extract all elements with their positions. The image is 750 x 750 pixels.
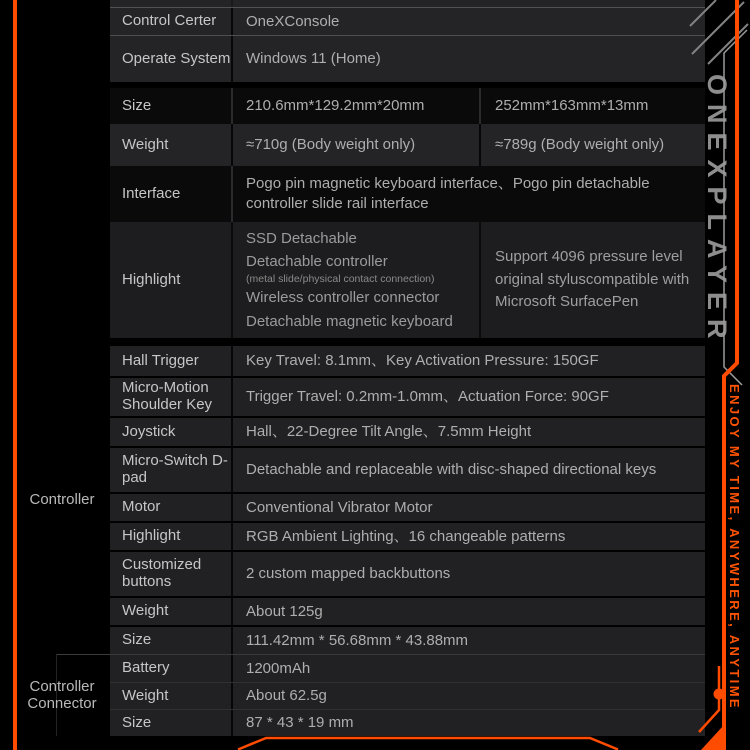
banner-trapezoid-outline (238, 738, 618, 750)
spec-value-2: Support 4096 pressure level original styluscompatible with Microsoft SurfacePen (495, 248, 690, 311)
spec-value-2: 252mm*163mm*13mm (495, 97, 649, 115)
spec-row-hall-trigger (110, 346, 705, 376)
spec-value: Pogo pin magnetic keyboard interface、Pogo pin detachable controller slide rail interface (246, 175, 650, 212)
spec-label: Interface (110, 166, 233, 222)
spec-row-highlight-2 (110, 521, 705, 550)
spec-row-highlight (110, 222, 705, 338)
spec-row-size-2 (110, 625, 705, 654)
spec-label: Joystick (110, 418, 233, 446)
controller-section-label: Controller (29, 491, 95, 509)
spec-value: About 125g (246, 602, 323, 620)
spec-label: Highlight (110, 523, 233, 550)
spec-row-shoulder-key (110, 376, 705, 416)
spec-value: About 62.5g (246, 687, 327, 705)
spec-label: Operate System (110, 36, 233, 82)
spec-value: Trigger Travel: 0.2mm-1.0mm、Actuation Force: 90GF (246, 388, 609, 406)
spec-label: Size (110, 710, 233, 736)
highlight-feature-list (233, 222, 481, 338)
spec-row-operate-system (110, 36, 705, 82)
spec-row-motor (110, 492, 705, 521)
spec-label: Battery (110, 655, 233, 682)
spec-row-control-center (110, 8, 705, 36)
spec-value-2: ≈789g (Body weight only) (495, 136, 665, 154)
spec-label: Micro-Switch D-pad (110, 448, 233, 492)
spec-row-custom-buttons (110, 550, 705, 596)
spec-row-weight (110, 124, 705, 166)
spec-value: Windows 11 (Home) (246, 50, 381, 68)
spec-value: RGB Ambient Lighting、16 changeable patterns (246, 527, 566, 545)
spec-table (110, 0, 705, 736)
spec-value: 111.42mm * 56.68mm * 43.88mm (246, 631, 469, 649)
spec-row-dpad (110, 446, 705, 492)
highlight-note: (metal slide/physical contact connection) (246, 272, 435, 285)
spec-label: Hall Trigger (110, 346, 233, 376)
spec-label: Weight (110, 683, 233, 709)
spec-row-size-3 (110, 709, 705, 736)
spec-row-joystick (110, 416, 705, 446)
spec-value-1: 210.6mm*129.2mm*20mm (233, 88, 481, 124)
spec-value: Conventional Vibrator Motor (246, 498, 433, 516)
spec-label: Motor (110, 494, 233, 521)
controller-connector-section-label: Controller Connector (27, 677, 97, 712)
spec-label: Weight (110, 124, 233, 166)
highlight-line: Wireless controller connector (246, 288, 440, 306)
spec-value: Key Travel: 8.1mm、Key Activation Pressure: 150GF (246, 352, 599, 370)
spec-label: Customized buttons (110, 552, 233, 596)
bottom-banner-decor (0, 736, 750, 750)
spec-value: Detachable and replaceable with disc-shaped directional keys (246, 461, 657, 479)
highlight-line: Detachable magnetic keyboard (246, 312, 453, 330)
slogan-vertical-text: ENJOY MY TIME, ANYWHERE, ANYTIME (727, 384, 742, 710)
spec-label: Micro-Motion Shoulder Key (110, 378, 233, 416)
spec-label: Control Certer (110, 8, 233, 35)
spec-value: 87 * 43 * 19 mm (246, 714, 354, 732)
spec-value: Hall、22-Degree Tilt Angle、7.5mm Height (246, 423, 532, 441)
spec-row-battery (110, 654, 705, 682)
spec-row-weight-2 (110, 596, 705, 625)
node-dot-decor (714, 689, 725, 700)
spec-value: 1200mAh (246, 659, 311, 677)
spec-value: OneXConsole (246, 12, 340, 30)
spec-label: Weight (110, 598, 233, 625)
spec-value: 2 custom mapped backbuttons (246, 565, 451, 583)
spec-row-size (110, 88, 705, 124)
spec-label: Size (110, 627, 233, 654)
highlight-line: SSD Detachable (246, 229, 357, 247)
spec-row-weight-3 (110, 682, 705, 709)
spec-label: Highlight (110, 222, 233, 338)
highlight-line: Detachable controller (246, 252, 388, 270)
spec-value-1: ≈710g (Body weight only) (233, 124, 481, 166)
brand-vertical-text: ONEXPLAYER (702, 74, 732, 348)
spec-label: Size (110, 88, 233, 124)
cropped-row-sliver (110, 0, 705, 8)
spec-row-interface (110, 166, 705, 222)
